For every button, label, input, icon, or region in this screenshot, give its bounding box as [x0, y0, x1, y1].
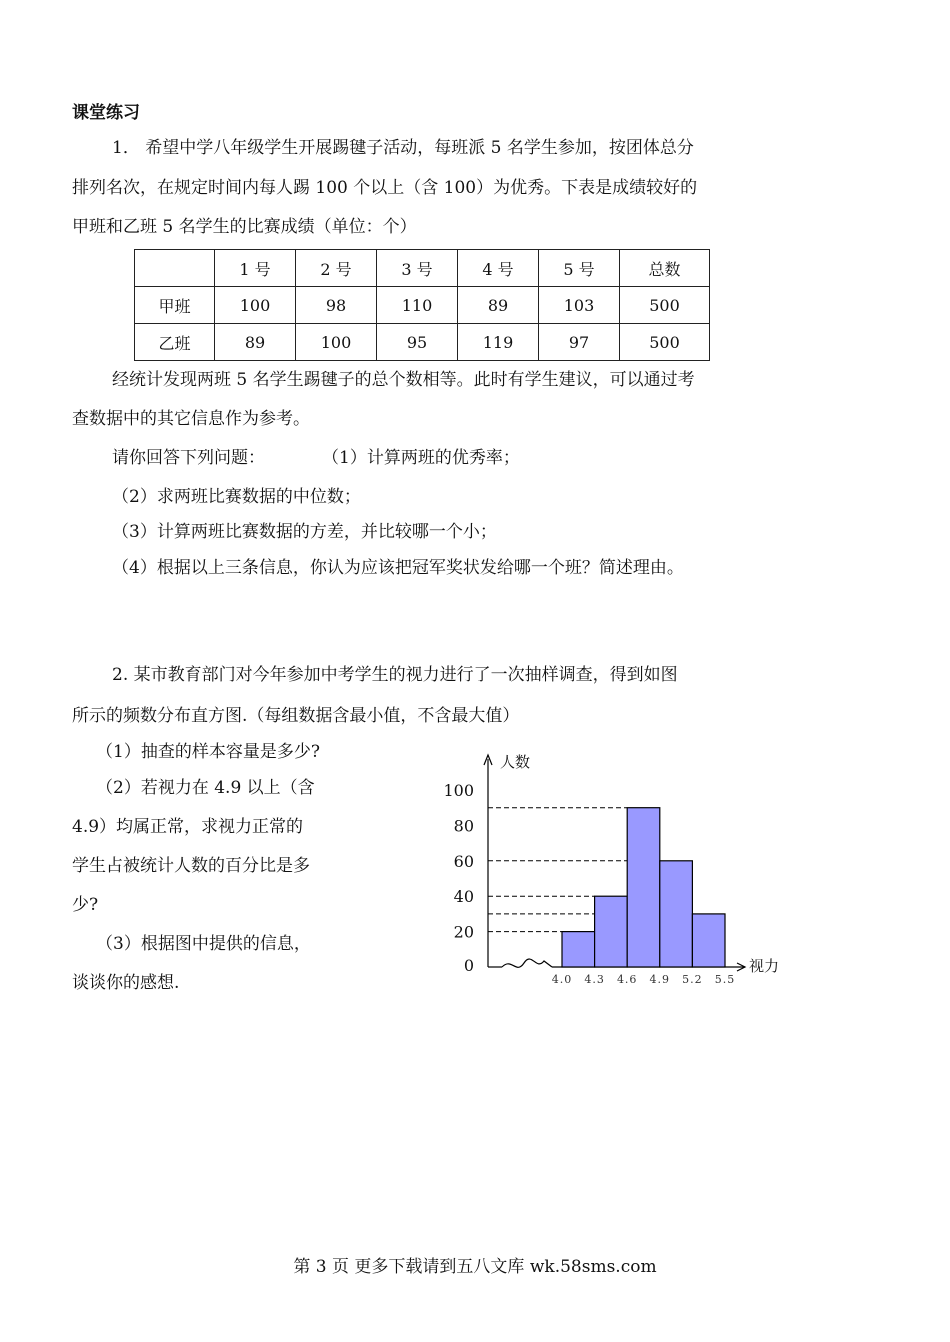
y-tick-label: 100 [443, 781, 474, 800]
table-cell: 100 [215, 287, 296, 324]
table-cell: 1 号 [215, 250, 296, 287]
x-tick-label: 4.9 [649, 973, 671, 986]
table-cell: 总数 [620, 250, 710, 287]
y-axis-label: 人数 [500, 753, 531, 771]
table-row [135, 324, 710, 361]
table-cell: 4 号 [458, 250, 539, 287]
y-tick-label: 80 [453, 816, 474, 836]
q1-line-2: 排列名次，在规定时间内每人踢 100 个以上（含 100）为优秀。下表是成绩较好的 [72, 178, 698, 198]
q1-sub-1: （1）计算两班的优秀率； [322, 448, 520, 468]
q2-side-line-2: （2）若视力在 4.9 以上（含 [96, 778, 315, 798]
histogram-bar [660, 861, 693, 967]
score-table [134, 249, 710, 361]
q2-side-line-1: （1）抽查的样本容量是多少? [96, 742, 320, 762]
q1-after-line-2: 查数据中的其它信息作为参考。 [72, 409, 310, 429]
table-cell: 2 号 [296, 250, 377, 287]
x-tick-label: 5.5 [714, 973, 736, 986]
q1-line-3: 甲班和乙班 5 名学生的比赛成绩（单位：个） [72, 217, 417, 237]
table-cell: 97 [539, 324, 620, 361]
x-axis-break [502, 959, 552, 967]
page-footer: 第 3 页 更多下载请到五八文库 wk.58sms.com [293, 1257, 657, 1277]
x-tick-label: 4.3 [584, 973, 605, 986]
q2-line-1: 2. 某市教育部门对今年参加中考学生的视力进行了一次抽样调查，得到如图 [112, 665, 678, 685]
q2-side-line-5: 少? [72, 895, 99, 915]
table-cell: 89 [458, 287, 539, 324]
y-tick-label: 40 [453, 887, 474, 907]
histogram-bar [627, 808, 660, 967]
table-cell: 5 号 [539, 250, 620, 287]
q2-line-2: 所示的频数分布直方图.（每组数据含最小值，不含最大值） [72, 706, 520, 726]
histogram-chart [440, 745, 790, 990]
histogram-bar [562, 932, 595, 967]
x-tick-label: 5.2 [682, 973, 703, 986]
q2-side-line-4: 学生占被统计人数的百分比是多 [72, 856, 310, 876]
q1-line-1: 1． 希望中学八年级学生开展踢毽子活动，每班派 5 名学生参加，按团体总分 [112, 138, 694, 158]
table-cell: 500 [620, 324, 710, 361]
q2-side-line-6: （3）根据图中提供的信息， [96, 934, 311, 954]
q1-sub-4: （4）根据以上三条信息，你认为应该把冠军奖状发给哪一个班？简述理由。 [112, 558, 684, 578]
table-cell: 甲班 [135, 287, 215, 324]
table-row [135, 287, 710, 324]
table-cell: 乙班 [135, 324, 215, 361]
x-tick-label: 4.0 [551, 973, 573, 986]
table-cell: 100 [296, 324, 377, 361]
q2-side-line-3: 4.9）均属正常，求视力正常的 [72, 817, 304, 837]
x-axis-label: 视力 [749, 957, 780, 975]
table-cell: 103 [539, 287, 620, 324]
table-cell [135, 250, 215, 287]
table-cell: 95 [377, 324, 458, 361]
table-cell: 110 [377, 287, 458, 324]
x-tick-label: 4.6 [616, 973, 638, 986]
histogram-bar [692, 914, 725, 967]
table-cell: 89 [215, 324, 296, 361]
histogram-bar [595, 896, 628, 967]
y-tick-label: 0 [463, 956, 474, 975]
y-tick-label: 20 [453, 922, 474, 942]
q1-sub-2: （2）求两班比赛数据的中位数； [112, 487, 361, 507]
table-cell: 500 [620, 287, 710, 324]
q1-prompt: 请你回答下列问题： [112, 448, 265, 468]
q1-after-line-1: 经统计发现两班 5 名学生踢毽子的总个数相等。此时有学生建议，可以通过考 [112, 370, 695, 390]
q2-side-line-7: 谈谈你的感想. [72, 973, 180, 993]
q1-sub-3: （3）计算两班比赛数据的方差，并比较哪一个小； [112, 522, 497, 542]
table-cell: 98 [296, 287, 377, 324]
section-heading: 课堂练习 [72, 103, 140, 123]
y-tick-label: 60 [453, 851, 474, 871]
table-cell: 3 号 [377, 250, 458, 287]
table-header-row [135, 250, 710, 287]
table-cell: 119 [458, 324, 539, 361]
